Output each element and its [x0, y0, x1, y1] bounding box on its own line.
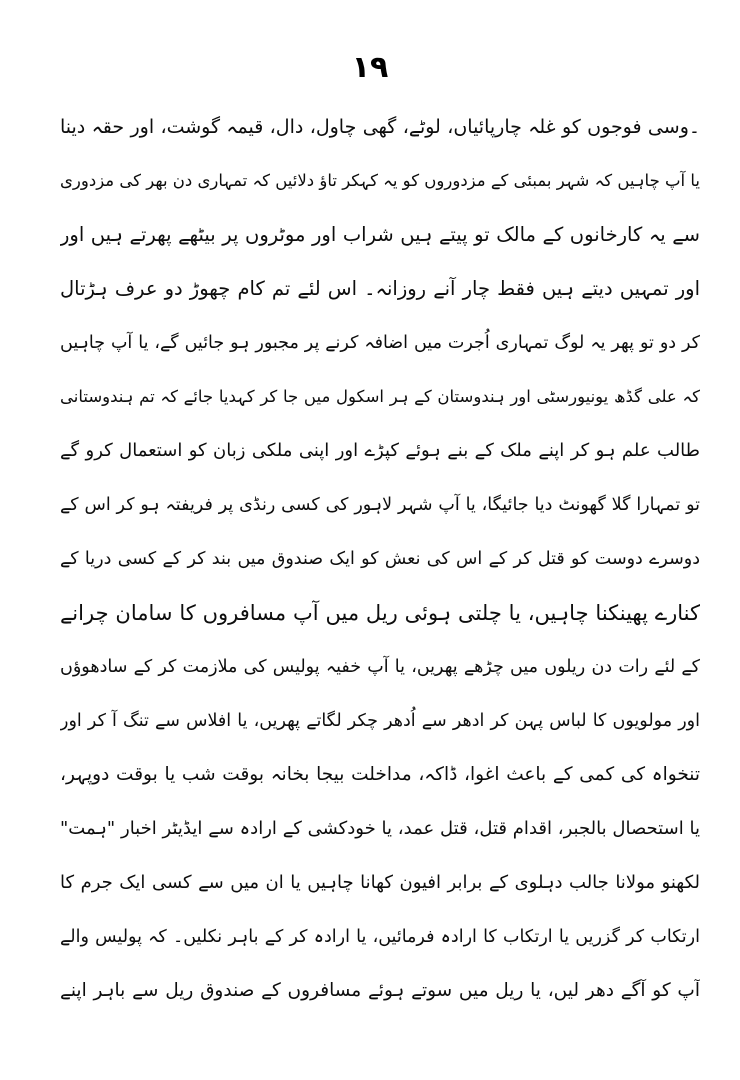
- text-line: اور تمہیں دیتے ہیں فقط چار آنے روزانہ۔ اس لئے تم کام چھوڑ دو عرف ہڑتال: [60, 277, 700, 300]
- text-line: دوسرے دوست کو قتل کر کے اس کی نعش کو ایک صندوق میں بند کر کے کسی دریا کے: [60, 549, 700, 569]
- text-line: لکھنو مولانا جالب دہلوی کے برابر افیون کھانا چاہیں یا ان میں سے کسی ایک جرم کا: [60, 872, 700, 893]
- text-line: ۔وسی فوجوں کو غلہ چارپائیاں، لوٹے، گھی چاول، دال، قیمہ گوشت، اور حقہ دینا: [60, 116, 700, 138]
- text-line: سے یہ کارخانوں کے مالک تو پیتے ہیں شراب اور موٹروں پر بیٹھے پھرتے ہیں اور: [60, 223, 700, 246]
- text-line: آپ کو آگے دھر لیں، یا ریل میں سوتے ہوئے مسافروں کے صندوق ریل سے باہر اپنے: [60, 980, 700, 1001]
- text-line: تو تمہارا گلا گھونٹ دیا جائیگا، یا آپ شہر لاہور کی کسی رنڈی پر فریفتہ ہو کر اس کے: [60, 495, 700, 515]
- page-number: ١٩: [351, 50, 389, 85]
- text-line: کر دو تو پھر یہ لوگ تمہاری اُجرت میں اضافہ کرنے پر مجبور ہو جائیں گے، یا آپ چاہیں: [60, 333, 700, 353]
- text-line: یا استحصال بالجبر، اقدام قتل، قتل عمد، یا خودکشی کے ارادہ سے ایڈیٹر اخبار "ہمت": [60, 818, 700, 839]
- text-line: کہ علی گڈھ یونیورسٹی اور ہندوستان کے ہر اسکول میں جا کر کہدیا جائے کہ تم ہندوستانی: [60, 387, 700, 406]
- text-line: تنخواہ کی کمی کے باعث اغوا، ڈاکہ، مداخلت بیجا بخانہ بوقت شب یا بوقت دوپہر،: [60, 764, 700, 785]
- text-line: طالب علم ہو کر اپنے ملک کے بنے ہوئے کپڑے اور اپنی ملکی زبان کو استعمال کرو گے: [60, 440, 700, 461]
- body-text: [60, 100, 700, 1018]
- text-line: کے لئے رات دن ریلوں میں چڑھے پھریں، یا آپ خفیہ پولیس کی ملازمت کر کے سادھوؤں: [60, 657, 700, 677]
- text-line: کنارے پھینکنا چاہیں، یا چلتی ہوئی ریل میں آپ مسافروں کا سامان چرانے: [60, 601, 700, 625]
- text-line: اور مولویوں کا لباس پہن کر ادھر سے اُدھر چکر لگاتے پھریں، یا افلاس سے تنگ آ کر اور: [60, 711, 700, 731]
- text-line: یا آپ چاہیں کہ شہر بمبئی کے مزدوروں کو یہ کہکر تاؤ دلائیں کہ تمہاری دن بھر کی مزدوری: [60, 171, 700, 190]
- text-line: ارتکاب کر گزریں یا ارتکاب کا ارادہ فرمائیں، یا ارادہ کر کے باہر نکلیں۔ کہ پولیس والے: [60, 927, 700, 947]
